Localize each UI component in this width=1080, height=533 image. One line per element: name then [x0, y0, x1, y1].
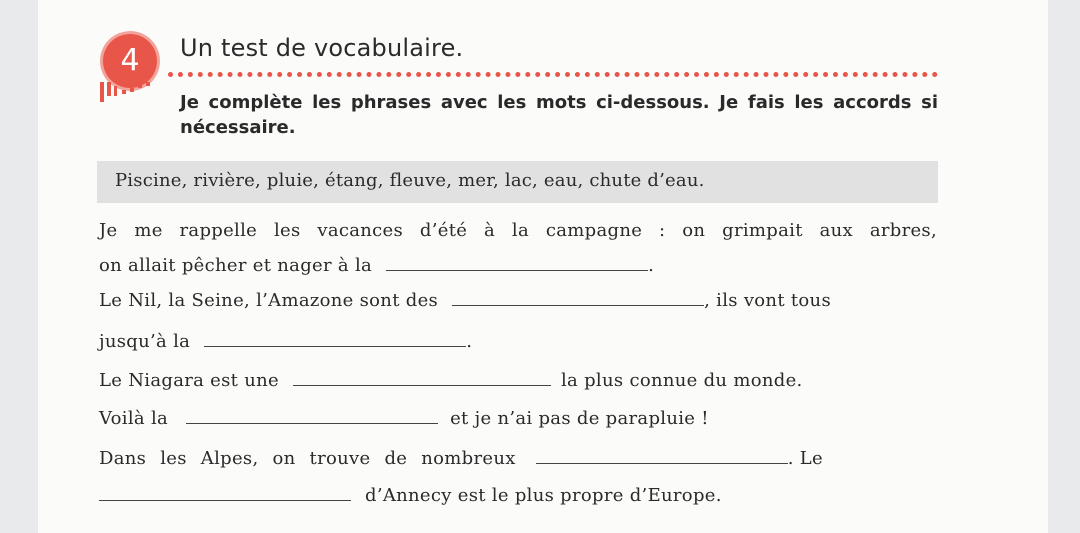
sentence-text: on allait pêcher et nager à la — [99, 255, 373, 276]
answer-blank-1[interactable] — [386, 269, 648, 271]
sentence-text: et je n’ai pas de parapluie ! — [450, 408, 709, 429]
sentence-text: . — [466, 331, 473, 352]
sentence-2-line-1 — [99, 290, 831, 311]
sentence-4 — [99, 408, 709, 429]
sentence-1-line-2 — [99, 255, 654, 276]
sentence-text: Le Nil, la Seine, l’Amazone sont des — [99, 290, 439, 311]
sentence-text: Voilà la — [99, 408, 169, 429]
sentence-text: . — [648, 255, 655, 276]
answer-blank-7[interactable] — [99, 499, 351, 501]
badge-decoration-icon — [98, 82, 160, 106]
title-divider — [168, 72, 938, 77]
exercise-number: 4 — [120, 43, 140, 78]
answer-blank-5[interactable] — [186, 422, 438, 424]
sentence-text: , ils vont tous — [704, 290, 831, 311]
sentence-5-line-1 — [99, 448, 937, 469]
sentence-text: . Le — [787, 448, 823, 469]
exercise-number-badge — [103, 34, 157, 88]
word-bank — [97, 161, 938, 203]
sentence-5-line-2 — [99, 485, 722, 506]
exercise-title: Un test de vocabulaire. — [180, 34, 464, 62]
sentence-text: jusqu’à la — [99, 331, 191, 352]
sentence-3 — [99, 370, 803, 391]
word-bank-text: Piscine, rivière, pluie, étang, fleuve, mer, lac, eau, chute d’eau. — [115, 170, 705, 191]
answer-blank-2[interactable] — [452, 304, 704, 306]
sentence-text: d’Annecy est le plus propre d’Europe. — [365, 485, 722, 506]
exercise-instruction: Je complète les phrases avec les mots ci-dessous. Je fais les accords si nécessaire. — [180, 92, 938, 138]
sentence-text: Le Niagara est une — [99, 370, 279, 391]
sentence-text: Dans les Alpes, on trouve de nombreux — [99, 448, 516, 469]
answer-blank-4[interactable] — [293, 384, 551, 386]
answer-blank-3[interactable] — [204, 345, 466, 347]
sentence-1-line-1: Je me rappelle les vacances d’été à la campagne : on grimpait aux arbres, — [99, 220, 937, 241]
sentence-text: la plus connue du monde. — [561, 370, 803, 391]
answer-blank-6[interactable] — [536, 462, 788, 464]
sentence-2-line-2 — [99, 331, 472, 352]
